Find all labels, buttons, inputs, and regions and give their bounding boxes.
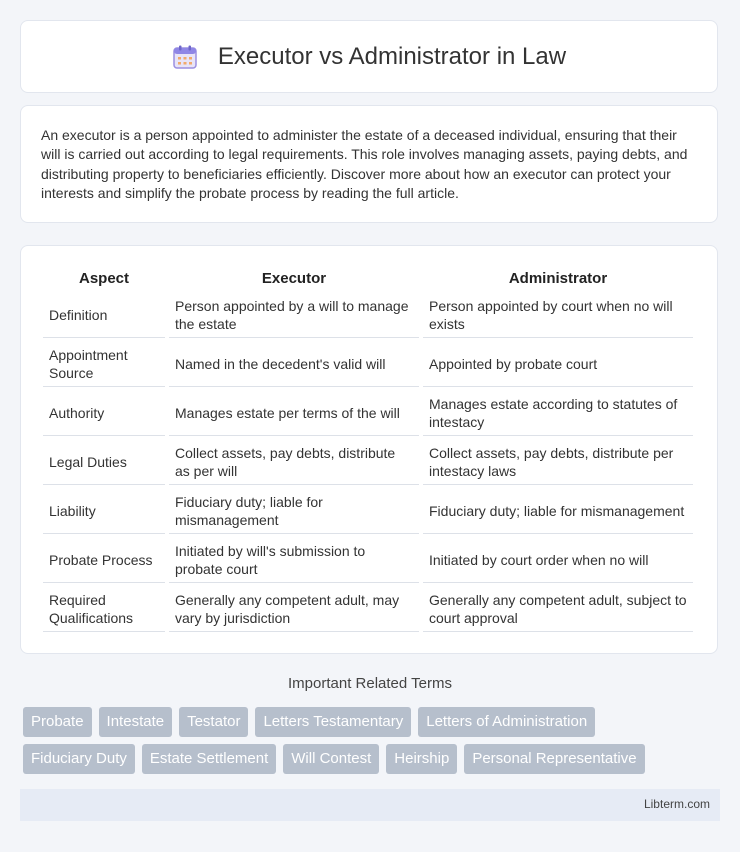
table-row <box>43 585 693 632</box>
page-title: Executor vs Administrator in Law <box>217 42 567 70</box>
tag-fiduciary-duty[interactable]: Fiduciary Duty <box>23 744 135 774</box>
tag-heirship[interactable]: Heirship <box>386 744 457 774</box>
row-executor: Generally any competent adult, may vary by jurisdiction <box>169 585 419 632</box>
tag-intestate[interactable]: Intestate <box>99 707 173 737</box>
tag-letters-testamentary[interactable]: Letters Testamentary <box>255 707 411 737</box>
row-administrator: Fiduciary duty; liable for mismanagement <box>423 487 693 534</box>
table-row <box>43 536 693 583</box>
row-aspect: Authority <box>43 389 165 436</box>
row-administrator: Person appointed by court when no will exists <box>423 291 693 338</box>
table-row <box>43 340 693 387</box>
row-executor: Named in the decedent's valid will <box>169 340 419 387</box>
row-administrator: Initiated by court order when no will <box>423 536 693 583</box>
row-aspect: Liability <box>43 487 165 534</box>
header-administrator: Administrator <box>508 270 608 287</box>
header-aspect: Aspect <box>78 270 130 287</box>
table-row <box>43 438 693 485</box>
footer <box>20 789 720 821</box>
related-terms-list <box>23 707 713 781</box>
header-executor: Executor <box>261 270 327 287</box>
row-administrator: Appointed by probate court <box>423 340 693 387</box>
tag-estate-settlement[interactable]: Estate Settlement <box>142 744 276 774</box>
row-aspect: Required Qualifications <box>43 585 165 632</box>
row-executor: Manages estate per terms of the will <box>169 389 419 436</box>
tag-testator[interactable]: Testator <box>179 707 248 737</box>
related-terms-title: Important Related Terms <box>288 675 452 692</box>
row-executor: Collect assets, pay debts, distribute as per will <box>169 438 419 485</box>
table-row <box>43 291 693 338</box>
title-card <box>20 20 718 93</box>
row-aspect: Legal Duties <box>43 438 165 485</box>
comparison-table <box>39 264 697 634</box>
row-administrator: Generally any competent adult, subject to court approval <box>423 585 693 632</box>
row-aspect: Probate Process <box>43 536 165 583</box>
row-aspect: Definition <box>43 291 165 338</box>
table-header-row <box>43 266 693 289</box>
row-executor: Person appointed by a will to manage the estate <box>169 291 419 338</box>
row-administrator: Manages estate according to statutes of intestacy <box>423 389 693 436</box>
row-aspect: Appointment Source <box>43 340 165 387</box>
calendar-icon <box>172 44 198 70</box>
tag-probate[interactable]: Probate <box>23 707 92 737</box>
intro-card <box>20 105 718 223</box>
tag-will-contest[interactable]: Will Contest <box>283 744 379 774</box>
row-administrator: Collect assets, pay debts, distribute per intestacy laws <box>423 438 693 485</box>
tag-letters-of-administration[interactable]: Letters of Administration <box>418 707 595 737</box>
tag-personal-representative[interactable]: Personal Representative <box>464 744 644 774</box>
table-row <box>43 389 693 436</box>
table-row <box>43 487 693 534</box>
row-executor: Initiated by will's submission to probate court <box>169 536 419 583</box>
footer-brand-link[interactable]: Libterm.com <box>643 797 710 811</box>
intro-text: An executor is a person appointed to administer the estate of a deceased individual, ensuring that their will is carried out according to legal requirements. This role involves managing assets, paying debts, and distributing property to beneficiaries efficiently. Discover more about how an executor can protect your interests and simplify the probate process by reading the full article. <box>41 127 688 202</box>
row-executor: Fiduciary duty; liable for mismanagement <box>169 487 419 534</box>
comparison-table-card <box>20 245 718 654</box>
